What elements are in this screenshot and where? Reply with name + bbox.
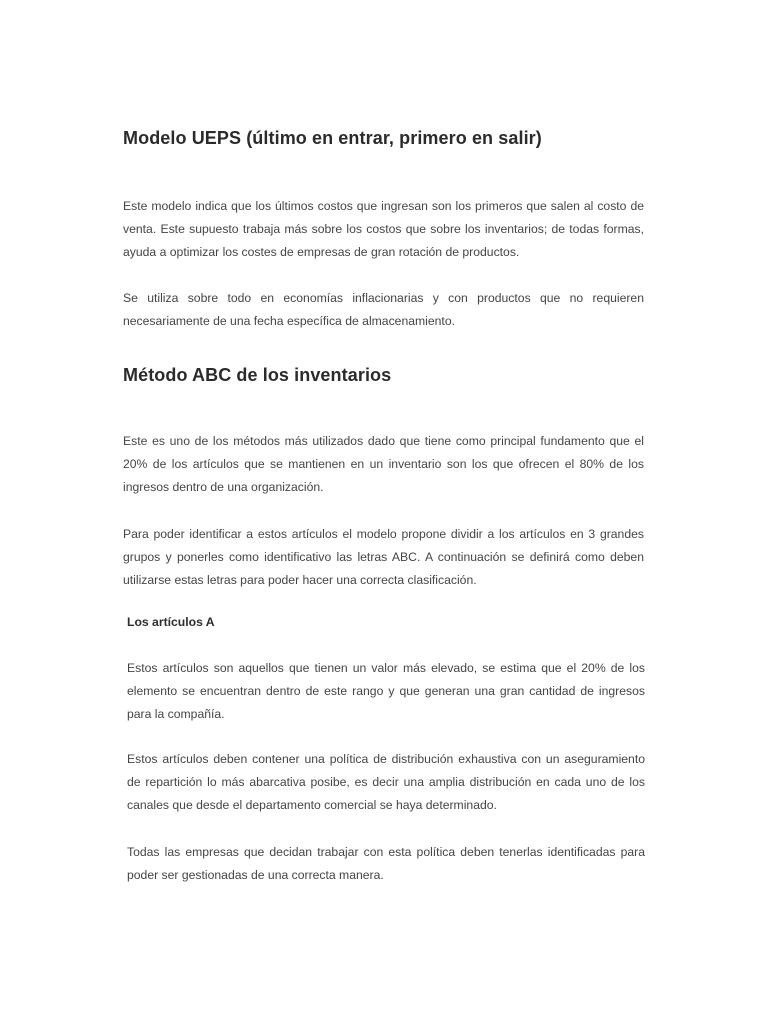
paragraph-ueps-usage: Se utiliza sobre todo en economías inflacionarias y con productos que no requieren necesariamente de una fecha específica de almacenamiento. — [123, 291, 644, 328]
paragraph-abc-definition: Este es uno de los métodos más utilizados dado que tiene como principal fundamento que el 20% de los artículos que se mantienen en un inventario son los que ofrecen el 80% de los ingresos dentro de una organización. — [123, 434, 644, 494]
paragraph-ueps-definition: Este modelo indica que los últimos costos que ingresan son los primeros que salen al costo de venta. Este supuesto trabaja más sobre los costos que sobre los inventarios; de todas formas, ayuda a optimizar los costes de empresas de gran rotación de productos. — [123, 199, 644, 259]
paragraph-articulos-a-management: Todas las empresas que decidan trabajar con esta política deben tenerlas identificadas para poder ser gestionadas de una correcta manera. — [127, 845, 645, 882]
subheading-articulos-a: Los artículos A — [127, 615, 215, 629]
heading-abc: Método ABC de los inventarios — [123, 365, 392, 385]
heading-ueps: Modelo UEPS (último en entrar, primero en salir) — [123, 128, 542, 148]
paragraph-articulos-a-distribution: Estos artículos deben contener una política de distribución exhaustiva con un aseguramiento de repartición lo más abarcativa posibe, es decir una amplia distribución en cada uno de los canales que desde el departamento comercial se haya determinado. — [127, 752, 645, 812]
paragraph-abc-groups: Para poder identificar a estos artículos el modelo propone dividir a los artículos en 3 grandes grupos y ponerles como identificativo las letras ABC. A continuación se definirá como deben utilizarse estas letras para poder hacer una correcta clasificación. — [123, 527, 644, 587]
paragraph-articulos-a-value: Estos artículos son aquellos que tienen un valor más elevado, se estima que el 20% de los elemento se encuentran dentro de este rango y que generan una gran cantidad de ingresos para la compañía. — [127, 661, 645, 721]
